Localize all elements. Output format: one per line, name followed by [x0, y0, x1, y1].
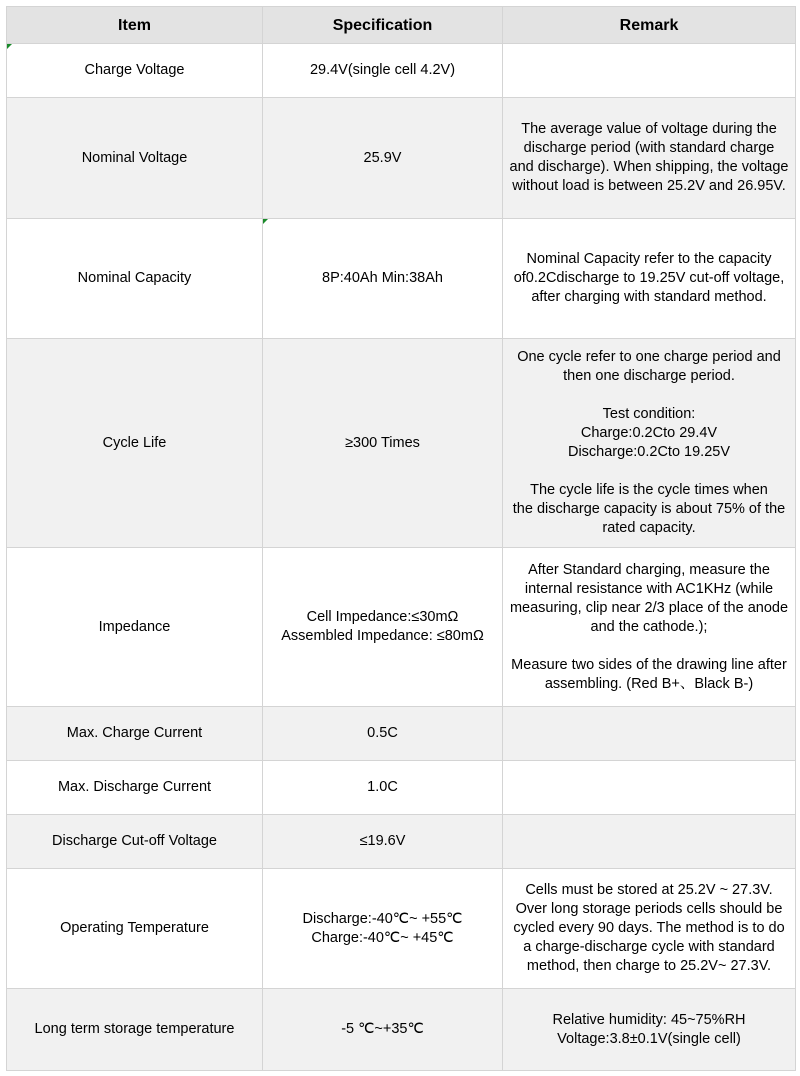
item-cell: Long term storage temperature — [7, 989, 263, 1071]
item-cell: Max. Discharge Current — [7, 761, 263, 815]
remark-cell — [503, 707, 796, 761]
header-item: Item — [7, 7, 263, 44]
item-cell: Operating Temperature — [7, 869, 263, 989]
header-specification: Specification — [263, 7, 503, 44]
specification-line: ≥300 Times — [345, 434, 420, 451]
specification-line: 29.4V(single cell 4.2V) — [309, 62, 456, 78]
remark-line: measuring, clip near 2/3 place of the anode — [509, 599, 789, 616]
specification-line: 0.5C — [367, 725, 398, 741]
specification-line: 8P:40Ah Min:38Ah — [322, 270, 443, 286]
remark-line: method, then charge to 25.2V~ 27.3V. — [526, 958, 772, 974]
specification-line: Charge:-40℃~ +45℃ — [311, 929, 454, 946]
remark-cell — [503, 761, 796, 815]
specification-cell — [263, 707, 503, 761]
specification-cell — [263, 339, 503, 548]
specification-line: Cell Impedance:≤30mΩ — [306, 609, 459, 625]
table-row — [7, 219, 796, 339]
header-remark: Remark — [503, 7, 796, 44]
remark-cell — [503, 989, 796, 1071]
remark-line: without load is between 25.2V and 26.95V. — [512, 178, 786, 194]
remark-line: Relative humidity: 45~75%RH — [552, 1011, 746, 1028]
remark-cell — [503, 548, 796, 707]
remark-line: The cycle life is the cycle times when — [530, 482, 768, 498]
remark-line: The average value of voltage during the — [521, 121, 777, 137]
remark-line: Charge:0.2Cto 29.4V — [580, 425, 718, 441]
table-row — [7, 548, 796, 707]
remark-line: Nominal Capacity refer to the capacity — [526, 251, 772, 267]
blank-line — [507, 386, 791, 405]
remark-line: Test condition: — [602, 406, 696, 422]
remark-cell — [503, 869, 796, 989]
remark-cell — [503, 815, 796, 869]
remark-line: a charge-discharge cycle with standard — [523, 939, 775, 955]
specification-cell — [263, 98, 503, 219]
remark-line: cycled every 90 days. The method is to do — [513, 920, 785, 936]
specification-cell — [263, 548, 503, 707]
specification-line: ≤19.6V — [359, 833, 406, 849]
remark-line: the discharge capacity is about 75% of the — [512, 501, 786, 517]
table-row — [7, 989, 796, 1071]
table-row — [7, 98, 796, 219]
remark-line: rated capacity. — [602, 520, 696, 536]
specification-cell — [263, 219, 503, 339]
specification-cell — [263, 815, 503, 869]
table-body — [7, 44, 796, 1071]
blank-line — [507, 462, 791, 481]
remark-cell — [503, 44, 796, 98]
item-cell: Cycle Life — [7, 339, 263, 548]
table-row — [7, 707, 796, 761]
remark-line: assembling. (Red B+、Black B-) — [544, 675, 754, 692]
specification-cell — [263, 869, 503, 989]
specification-cell — [263, 989, 503, 1071]
item-cell: Charge Voltage — [7, 44, 263, 98]
remark-line: Voltage:3.8±0.1V(single cell) — [557, 1030, 741, 1047]
item-cell: Nominal Voltage — [7, 98, 263, 219]
specification-cell — [263, 761, 503, 815]
remark-line: One cycle refer to one charge period and — [517, 349, 781, 365]
remark-line: Measure two sides of the drawing line after — [511, 656, 787, 673]
remark-line: Over long storage periods cells should be — [515, 901, 783, 917]
item-cell: Discharge Cut-off Voltage — [7, 815, 263, 869]
specification-line: 25.9V — [363, 149, 402, 166]
specification-table — [6, 6, 796, 1071]
item-cell: Max. Charge Current — [7, 707, 263, 761]
remark-line: after charging with standard method. — [531, 289, 767, 305]
specification-line: Discharge:-40℃~ +55℃ — [302, 910, 463, 927]
remark-line: of0.2Cdischarge to 19.25V cut-off voltage, — [513, 270, 785, 286]
specification-cell — [263, 44, 503, 98]
specification-line: 1.0C — [367, 779, 398, 795]
remark-line: and discharge). When shipping, the voltage — [509, 159, 789, 175]
remark-cell — [503, 219, 796, 339]
remark-line: Cells must be stored at 25.2V ~ 27.3V. — [525, 882, 773, 898]
table-row — [7, 815, 796, 869]
item-cell: Nominal Capacity — [7, 219, 263, 339]
table-row — [7, 761, 796, 815]
specification-line: Assembled Impedance: ≤80mΩ — [281, 628, 484, 644]
remark-cell — [503, 339, 796, 548]
table-row — [7, 339, 796, 548]
remark-line: discharge period (with standard charge — [523, 140, 775, 156]
header-row — [7, 7, 796, 44]
blank-line — [507, 637, 791, 656]
remark-line: Discharge:0.2Cto 19.25V — [567, 444, 730, 460]
remark-line: After Standard charging, measure the — [528, 561, 770, 578]
remark-line: then one discharge period. — [563, 368, 735, 384]
table-row — [7, 869, 796, 989]
table-row — [7, 44, 796, 98]
remark-line: and the cathode.); — [590, 618, 708, 635]
specification-line: -5 ℃~+35℃ — [341, 1021, 424, 1037]
remark-cell — [503, 98, 796, 219]
item-cell: Impedance — [7, 548, 263, 707]
remark-line: internal resistance with AC1KHz (while — [524, 580, 774, 597]
